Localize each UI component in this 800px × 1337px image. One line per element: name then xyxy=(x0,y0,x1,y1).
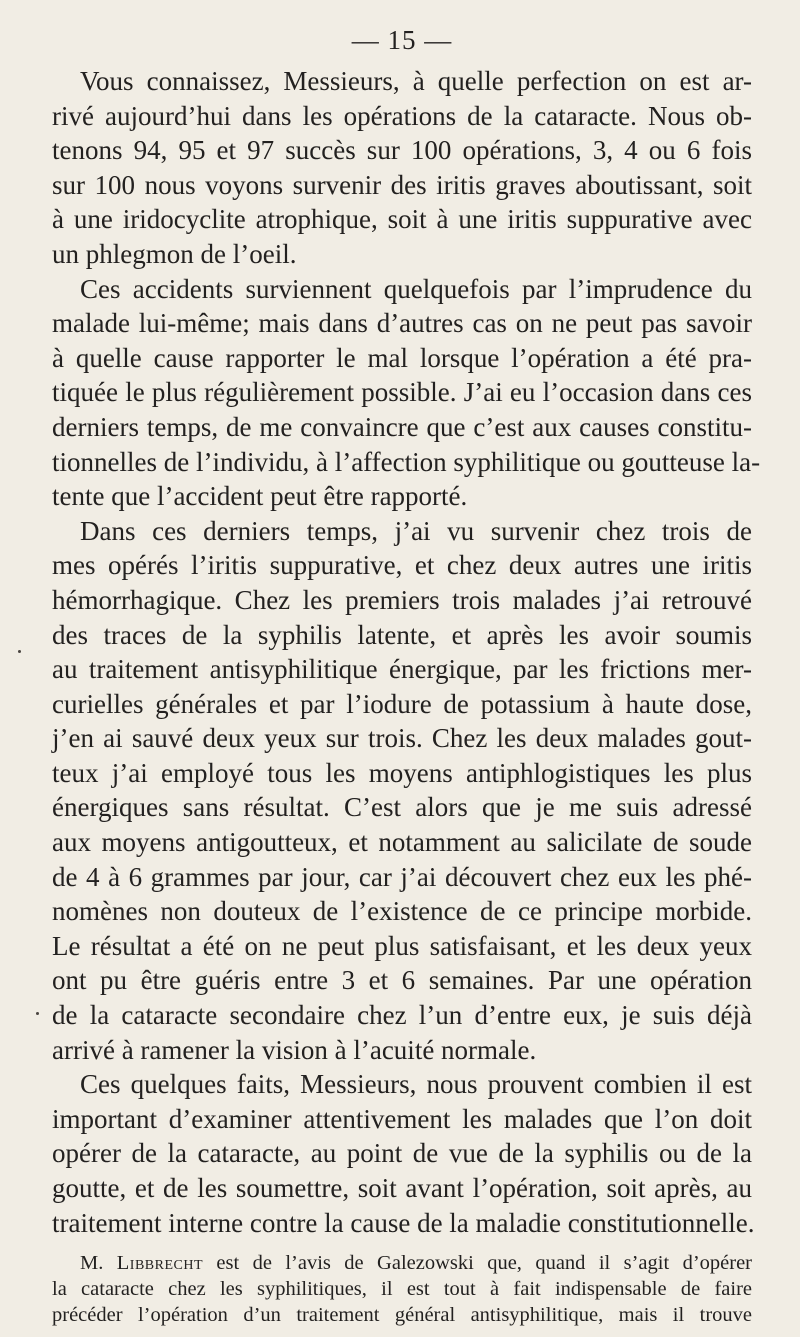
text-line: Ces quelques faits, Messieurs, nous prouvent combien il est xyxy=(80,1069,752,1100)
footnote-text: est de l’avis de Galezowski que, quand il s’agit d’opérer xyxy=(216,1252,753,1275)
text-line: à quelle cause rapporter le mal lorsque l’opération a été pra- xyxy=(52,342,752,373)
text-line: j’en ai sauvé deux yeux sur trois. Chez les deux malades gout- xyxy=(52,723,752,754)
footnote-line: la cataracte chez les syphilitiques, il est tout à fait indispensable de faire xyxy=(52,1278,752,1301)
text-line: nomènes non douteux de l’existence de ce principe morbide. xyxy=(52,896,752,927)
text-line: hémorrhagique. Chez les premiers trois malades j’ai retrouvé xyxy=(52,584,752,615)
text-line: derniers temps, de me convaincre que c’est aux causes constitu- xyxy=(52,411,752,442)
text-line: ont pu être guéris entre 3 et 6 semaines. Par une opération xyxy=(52,965,752,996)
text-line: arrivé à ramener la vision à l’acuité normale. xyxy=(52,1034,537,1065)
text-line: teux j’ai employé tous les moyens antiphlogistiques les plus xyxy=(52,757,752,788)
text-line: important d’examiner attentivement les malades que l’on doit xyxy=(52,1103,752,1134)
text-line: tenons 94, 95 et 97 succès sur 100 opérations, 3, 4 ou 6 fois xyxy=(52,135,752,166)
text-line: un phlegmon de l’oeil. xyxy=(52,238,297,269)
text-line: Dans ces derniers temps, j’ai vu survenir chez trois de xyxy=(80,515,752,546)
text-line: rivé aujourd’hui dans les opérations de la cataracte. Nous ob- xyxy=(52,100,752,131)
text-line: mes opérés l’iritis suppurative, et chez deux autres une iritis xyxy=(52,550,752,581)
footnote-author-name: Libbrecht xyxy=(116,1252,204,1275)
text-line: opérer de la cataracte, au point de vue de la syphilis ou de la xyxy=(52,1138,752,1169)
text-line: Ces accidents surviennent quelquefois par l’imprudence du xyxy=(80,273,752,304)
text-line: goutte, et de les soumettre, soit avant l’opération, soit après, au xyxy=(52,1173,752,1203)
main-text xyxy=(52,64,761,1240)
text-line: énergiques sans résultat. C’est alors que je me suis adressé xyxy=(52,792,752,823)
paragraph-3 xyxy=(52,514,752,1068)
paragraph-2 xyxy=(52,272,761,514)
text-line: Le résultat a été on ne peut plus satisfaisant, et les deux yeux xyxy=(52,930,752,961)
text-line: malade lui-même; mais dans d’autres cas on ne peut pas savoir xyxy=(52,308,752,339)
text-line: à une iridocyclite atrophique, soit à une iritis suppurative avec xyxy=(52,204,752,235)
text-line: tiquée le plus régulièrement possible. J’ai eu l’occasion dans ces xyxy=(52,377,752,408)
footnote-lead: M. xyxy=(80,1252,104,1275)
text-line: tente que l’accident peut être rapporté. xyxy=(52,481,468,512)
footnote xyxy=(52,1250,752,1328)
footnote-line: précéder l’opération d’un traitement général antisyphilitique, mais il trouve xyxy=(52,1304,752,1327)
text-line: de 4 à 6 grammes par jour, car j’ai découvert chez eux les phé- xyxy=(52,861,752,892)
text-line: traitement interne contre la cause de la maladie constitutionnelle. xyxy=(52,1207,755,1238)
paragraph-1 xyxy=(52,64,752,272)
text-line: aux moyens antigoutteux, et notamment au salicilate de soude xyxy=(52,827,752,858)
text-line: des traces de la syphilis latente, et après les avoir soumis xyxy=(52,619,752,650)
print-speck xyxy=(36,1012,39,1015)
text-line: de la cataracte secondaire chez l’un d’entre eux, je suis déjà xyxy=(52,1000,752,1031)
paragraph-4 xyxy=(52,1067,755,1240)
text-line: sur 100 nous voyons survenir des iritis graves aboutissant, soit xyxy=(52,169,752,200)
text-line: curielles générales et par l’iodure de potassium à haute dose, xyxy=(52,688,752,719)
text-line: Vous connaissez, Messieurs, à quelle perfection on est ar- xyxy=(80,66,752,96)
footnote-line xyxy=(52,1250,752,1276)
print-speck xyxy=(18,650,21,653)
text-line: tionnelles de l’individu, à l’affection syphilitique ou goutteuse la- xyxy=(52,446,761,477)
text-line: au traitement antisyphilitique énergique, par les frictions mer- xyxy=(52,654,752,685)
page-number: — 15 — xyxy=(351,25,453,55)
